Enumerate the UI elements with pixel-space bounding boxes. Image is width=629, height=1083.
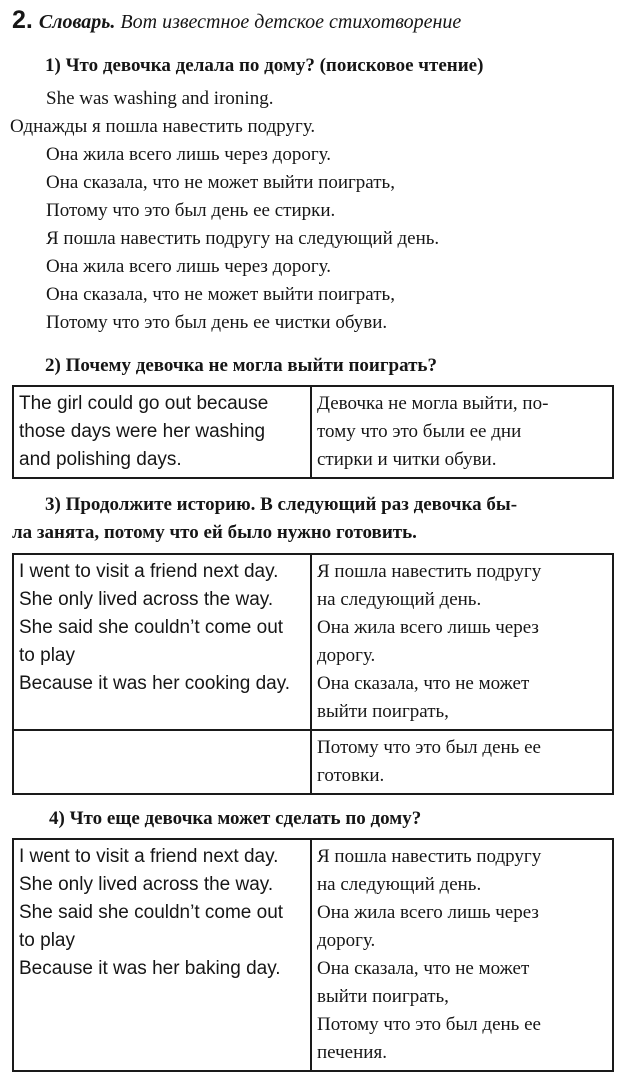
- english-cell-empty: [13, 730, 311, 794]
- cell-line: Девочка не могла выйти, по-: [317, 393, 549, 414]
- cell-line: Она жила всего лишь через: [317, 617, 539, 638]
- russian-cell: [311, 554, 613, 730]
- cell-line: I went to visit a friend next day.: [19, 561, 279, 582]
- cell-line: She said she couldn’t come out: [19, 902, 284, 923]
- cell-line: to play: [19, 645, 75, 666]
- russian-cell: [311, 730, 613, 794]
- cell-line: those days were her washing: [19, 421, 266, 442]
- poem-line: Потому что это был день ее чистки обуви.: [46, 312, 388, 333]
- question-1: 1) Что девочка делала по дому? (поисковое чтение): [45, 55, 484, 76]
- cell-line: готовки.: [317, 765, 385, 786]
- cell-line: на следующий день.: [317, 874, 482, 895]
- cell-line: стирки и читки обуви.: [317, 449, 497, 470]
- exercise-lead: Словарь.: [38, 11, 116, 33]
- cell-line: Она сказала, что не может: [317, 673, 530, 694]
- cell-line: выйти поиграть,: [317, 986, 449, 1007]
- cell-line: She only lived across the way.: [19, 589, 274, 610]
- cell-line: and polishing days.: [19, 449, 182, 470]
- question-3-line-2: ла занята, потому что ей было нужно готовить.: [12, 522, 417, 543]
- poem-line: Она жила всего лишь через дорогу.: [46, 256, 331, 277]
- exercise-title: [12, 6, 461, 35]
- cell-line: Because it was her cooking day.: [19, 673, 291, 694]
- cell-line: Она жила всего лишь через: [317, 902, 539, 923]
- cell-line: to play: [19, 930, 75, 951]
- english-cell: [13, 386, 311, 478]
- cell-line: Я пошла навестить подругу: [317, 561, 542, 582]
- cell-line: выйти поиграть,: [317, 701, 449, 722]
- poem-line: Она жила всего лишь через дорогу.: [46, 144, 331, 165]
- cell-line: печения.: [317, 1042, 387, 1063]
- table-row: [13, 839, 613, 1071]
- answer-table-4: [12, 838, 614, 1072]
- cell-line: She said she couldn’t come out: [19, 617, 284, 638]
- cell-line: I went to visit a friend next day.: [19, 846, 279, 867]
- cell-line: дорогу.: [317, 930, 376, 951]
- cell-line: дорогу.: [317, 645, 376, 666]
- question-4: 4) Что еще девочка может сделать по дому?: [49, 808, 422, 829]
- answer-table-3: [12, 553, 614, 795]
- poem-line: Потому что это был день ее стирки.: [46, 200, 336, 221]
- poem-line: Я пошла навестить подругу на следующий день.: [46, 228, 440, 249]
- answer-table-2: [12, 385, 614, 479]
- question-2: 2) Почему девочка не могла выйти поиграть?: [45, 355, 437, 376]
- cell-line: Because it was her baking day.: [19, 958, 281, 979]
- cell-line: тому что это были ее дни: [317, 421, 522, 442]
- table-row: [13, 386, 613, 478]
- exercise-instruction: Вот известное детское стихотворение: [120, 11, 462, 33]
- cell-line: Потому что это был день ее: [317, 1014, 541, 1035]
- cell-line: на следующий день.: [317, 589, 482, 610]
- poem-line: Она сказала, что не может выйти поиграть,: [46, 284, 395, 305]
- table-row: [13, 730, 613, 794]
- question-3-line-1: 3) Продолжите историю. В следующий раз девочка бы-: [45, 494, 518, 515]
- cell-line: Я пошла навестить подругу: [317, 846, 542, 867]
- exercise-number: 2.: [12, 6, 33, 34]
- table-row: [13, 554, 613, 730]
- poem-line: Она сказала, что не может выйти поиграть,: [46, 172, 395, 193]
- cell-line: She only lived across the way.: [19, 874, 274, 895]
- cell-line: The girl could go out because: [19, 393, 269, 414]
- english-cell: [13, 839, 311, 1071]
- poem-line: Однажды я пошла навестить подругу.: [10, 116, 316, 137]
- russian-cell: [311, 386, 613, 478]
- english-cell: [13, 554, 311, 730]
- answer-1: She was washing and ironing.: [46, 88, 274, 109]
- cell-line: Потому что это был день ее: [317, 737, 541, 758]
- russian-cell: [311, 839, 613, 1071]
- cell-line: Она сказала, что не может: [317, 958, 530, 979]
